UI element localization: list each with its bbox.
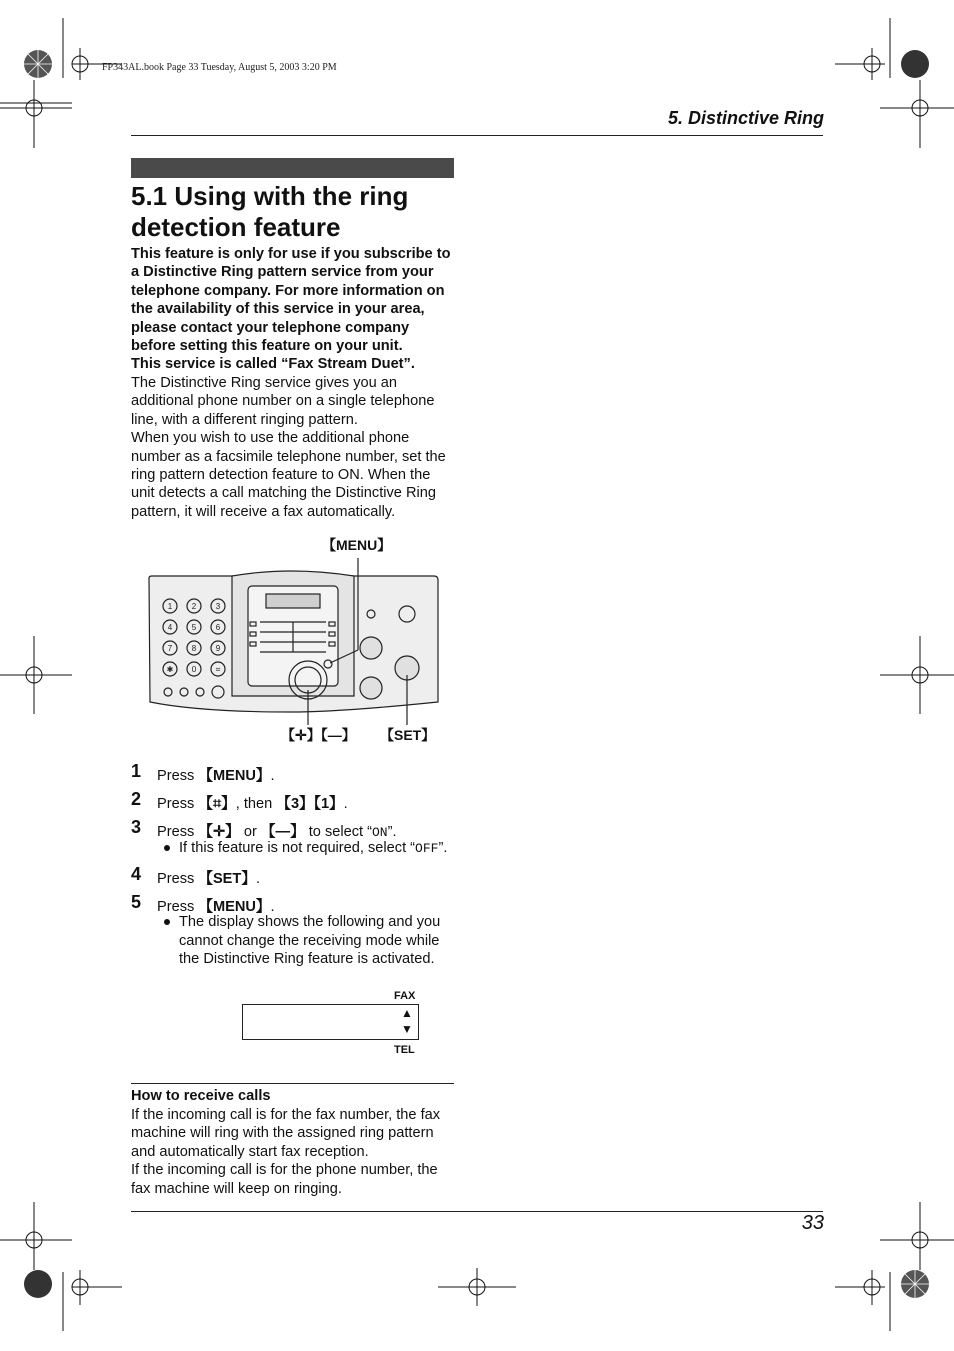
receive-line: If the incoming call is for the fax number, the fax: [131, 1107, 441, 1123]
step-4-text: Press 【SET】.: [157, 871, 260, 887]
intro-bold-line: telephone company. For more information on: [131, 282, 445, 299]
step-5-text: Press 【MENU】.: [157, 899, 275, 915]
step-number: 1: [131, 761, 142, 781]
plus-key: 【✛】: [198, 824, 240, 840]
section-title-line-1: 5.1 Using with the ring: [131, 181, 409, 211]
step-number: 5: [131, 892, 142, 912]
keypad-key: 1: [167, 602, 173, 611]
page-number: 33: [801, 1212, 824, 1234]
book-info-line: FP343AL.book Page 33 Tuesday, August 5, 2003 3:20 PM: [102, 62, 337, 73]
up-arrow-icon: ▲: [401, 1006, 413, 1020]
subsection-rule: [131, 1083, 454, 1084]
intro-bold-paragraph: [131, 245, 456, 374]
keypad-key: 3: [215, 602, 221, 611]
intro-bold-line: before setting this feature on your unit.: [131, 338, 403, 355]
display-panel: [242, 1004, 419, 1040]
set-key-label: 【SET】: [380, 727, 436, 743]
footer-rule: [131, 1211, 823, 1212]
step-1-text: Press 【MENU】.: [157, 768, 275, 784]
digit-keys: 【3】【1】: [276, 796, 344, 812]
intro-bold-line: This feature is only for use if you subscribe to: [131, 246, 451, 262]
subsection-heading: How to receive calls: [131, 1088, 271, 1104]
receive-line: fax machine will keep on ringing.: [131, 1180, 342, 1197]
set-key: 【SET】: [198, 871, 256, 887]
intro-body-line: pattern, it will receive a fax automatically.: [131, 503, 396, 520]
intro-bold-line: a Distinctive Ring pattern service from your: [131, 264, 434, 281]
fax-machine-illustration: [140, 550, 450, 730]
section-bar: [131, 158, 454, 178]
menu-key: 【MENU】: [198, 899, 271, 915]
hash-key: 【⌗】: [198, 796, 236, 812]
receive-line: and automatically start fax reception.: [131, 1143, 369, 1160]
section-title-line-2: detection feature: [131, 212, 341, 242]
step-3-bullet: If this feature is not required, select “OFF”.: [179, 839, 447, 859]
intro-body-line: The Distinctive Ring service gives you an: [131, 375, 398, 391]
menu-key: 【MENU】: [198, 768, 271, 784]
minus-key: 【—】: [260, 824, 305, 840]
section-title: [131, 181, 461, 243]
keypad-key: ✱: [166, 665, 174, 674]
header-rule: [131, 135, 823, 136]
step-3-text: Press 【✛】 or 【—】 to select “ON”.: [157, 824, 397, 840]
intro-body-line: ring pattern detection feature to ON. When the: [131, 467, 431, 484]
keypad-key: 2: [191, 602, 197, 611]
intro-body-line: additional phone number on a single telephone: [131, 393, 435, 410]
keypad-key: 8: [191, 644, 197, 653]
receive-line: If the incoming call is for the phone number, the: [131, 1162, 438, 1179]
intro-body-line: line, with a different ringing pattern.: [131, 411, 358, 428]
receive-paragraph: [131, 1106, 456, 1198]
intro-bold-line: the availability of this service in your area,: [131, 301, 425, 318]
receive-line: machine will ring with the assigned ring pattern: [131, 1125, 434, 1142]
bullet-line: cannot change the receiving mode while: [179, 932, 440, 949]
bullet-line: The display shows the following and you: [179, 914, 441, 930]
intro-bold-line: please contact your telephone company: [131, 319, 410, 336]
step-5-bullet: [179, 913, 440, 969]
intro-body-line: When you wish to use the additional phone: [131, 430, 410, 447]
step-2-text: Press 【⌗】, then 【3】【1】.: [157, 796, 348, 812]
keypad-key: 6: [215, 623, 221, 632]
intro-body-paragraph: [131, 374, 456, 521]
intro-body-line: number as a facsimile telephone number, set the: [131, 448, 446, 465]
keypad-key: 0: [191, 665, 197, 674]
keypad-key: 9: [215, 644, 221, 653]
down-arrow-icon: ▼: [401, 1022, 413, 1036]
keypad-key: ⌗: [215, 665, 221, 674]
intro-body-line: unit detects a call matching the Distinctive Ring: [131, 485, 436, 502]
intro-bold-line: This service is called “Fax Stream Duet”.: [131, 356, 415, 373]
display-fax-label: FAX: [394, 990, 416, 1002]
display-code-on: ON: [372, 825, 388, 840]
keypad-key: 4: [167, 623, 173, 632]
plus-minus-key-label: 【✛】【—】: [281, 727, 356, 743]
bullet-line: the Distinctive Ring feature is activated.: [179, 951, 435, 968]
running-head: 5. Distinctive Ring: [667, 108, 824, 128]
display-code-off: OFF: [415, 841, 439, 856]
keypad-key: 5: [191, 623, 197, 632]
step-number: 2: [131, 789, 142, 809]
step-number: 4: [131, 864, 142, 884]
display-tel-label: TEL: [394, 1044, 415, 1056]
step-number: 3: [131, 817, 142, 837]
keypad-key: 7: [167, 644, 173, 653]
menu-key-label: 【MENU】: [322, 537, 392, 553]
